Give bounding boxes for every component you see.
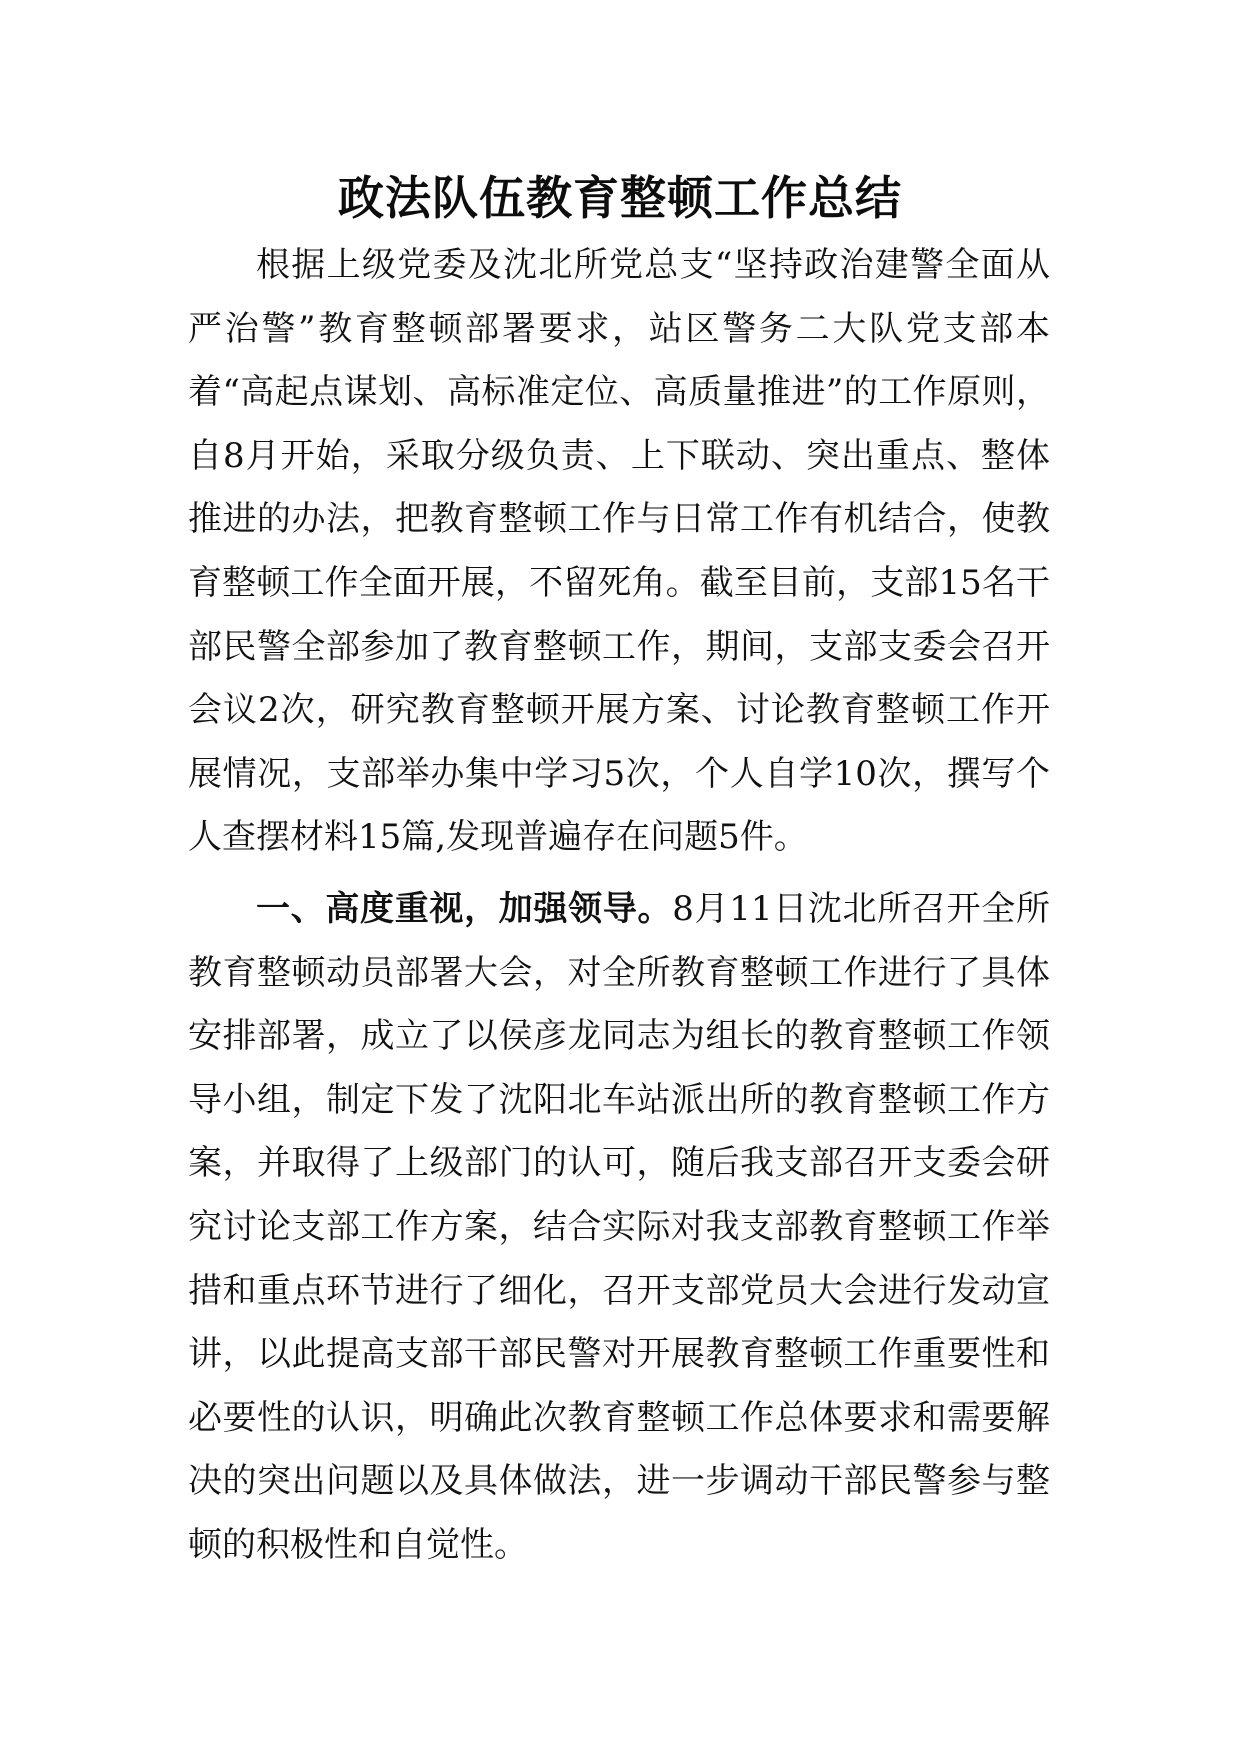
document-body <box>188 234 1050 1577</box>
document-title: 政法队伍教育整顿工作总结 <box>338 171 902 225</box>
section-1-heading: 一、高度重视，加强领导。 <box>256 888 673 929</box>
intro-paragraph: 根据上级党委及沈北所党总支“坚持政治建警全面从严治警”教育整顿部署要求，站区警务二大队党支部本着“高起点谋划、高标准定位、高质量推进”的工作原则，自8月开始，采取分级负责、上下联动、突出重点、整体推进的办法，把教育整顿工作与日常工作有机结合，使教育整顿工作全面开展，不留死角。截至目前，支部15名干部民警全部参加了教育整顿工作，期间，支部支委会召开会议2次，研究教育整顿开展方案、讨论教育整顿工作开展情况，支部举办集中学习5次，个人自学10次，撰写个人查摆材料15篇,发现普遍存在问题5件。 <box>188 245 1050 858</box>
section-1-text: 8月11日沈北所召开全所教育整顿动员部署大会，对全所教育整顿工作进行了具体安排部署，成立了以侯彦龙同志为组长的教育整顿工作领导小组，制定下发了沈阳北车站派出所的教育整顿工作方案，并取得了上级部门的认可，随后我支部召开支委会研究讨论支部工作方案，结合实际对我支部教育整顿工作举措和重点环节进行了细化，召开支部党员大会进行发动宣讲，以此提高支部干部民警对开展教育整顿工作重要性和必要性的认识，明确此次教育整顿工作总体要求和需要解决的突出问题以及具体做法，进一步调动干部民警参与整顿的积极性和自觉性。 <box>188 888 1050 1565</box>
section-1-paragraph <box>188 878 1050 1578</box>
